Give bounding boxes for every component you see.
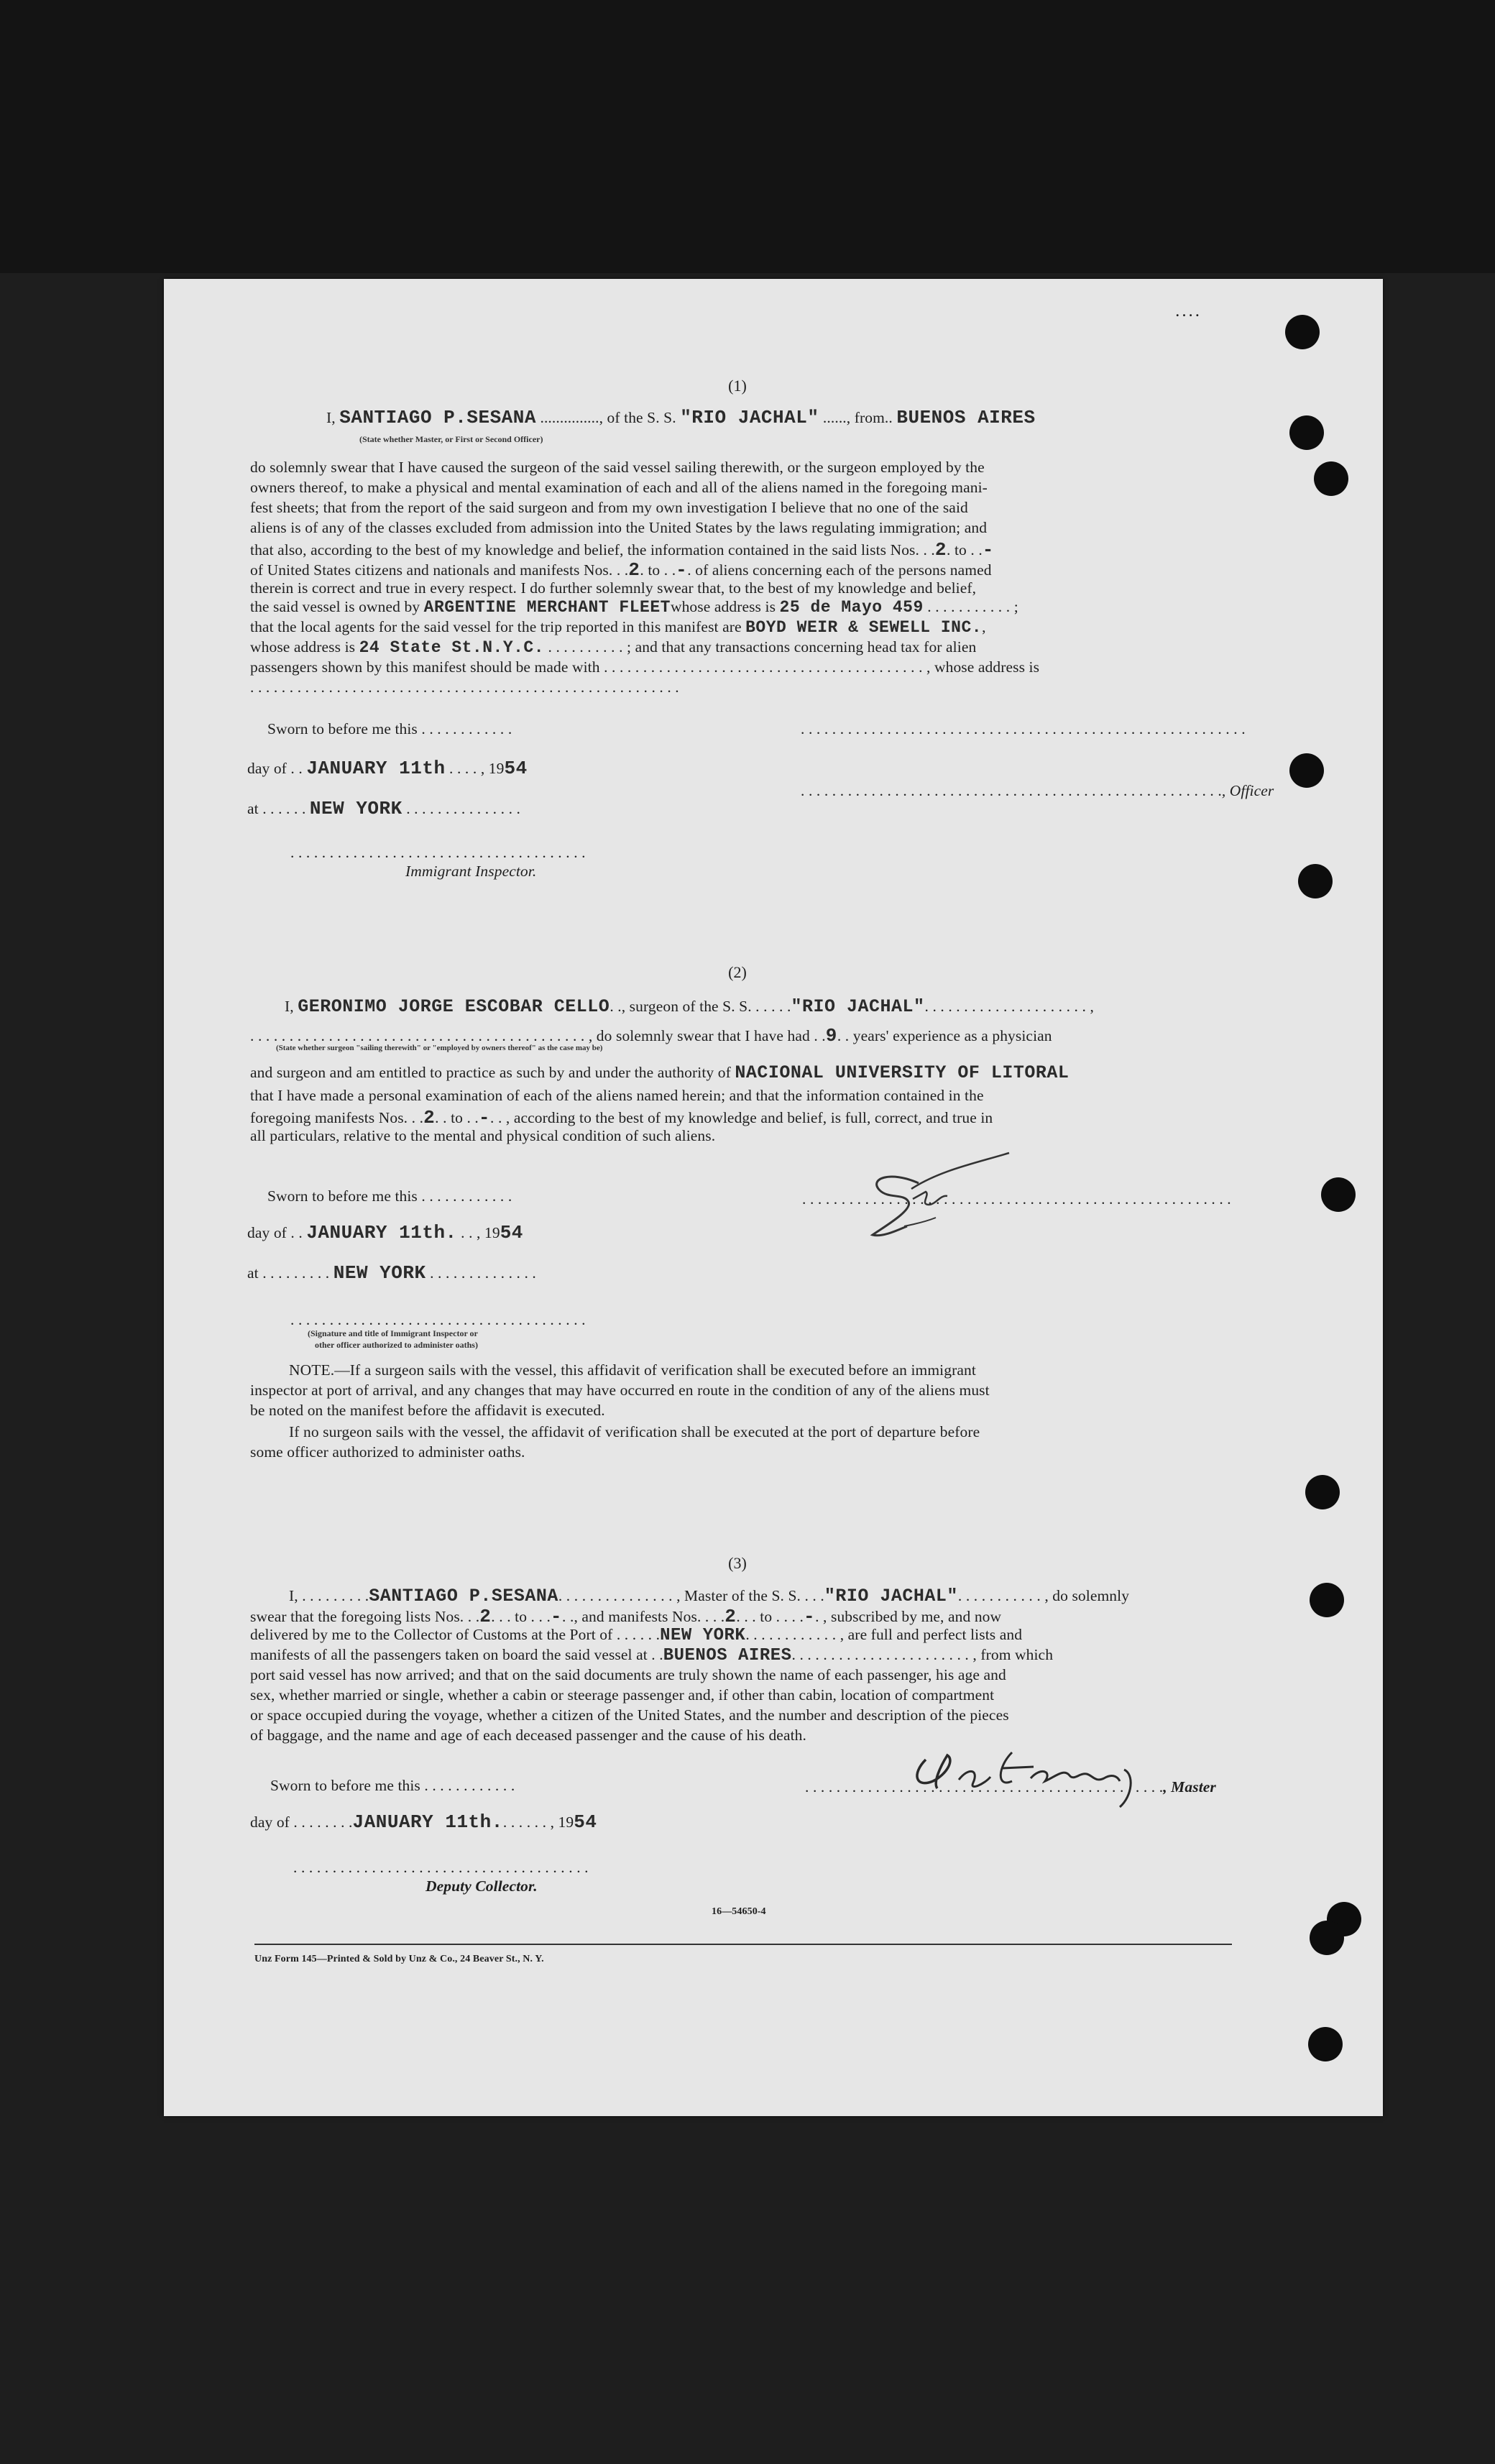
punch-hole xyxy=(1310,1921,1344,1955)
sec2-inspector-line: . . . . . . . . . . . . . . . . . . . . . . . . . . . . . . . . . . . . . . xyxy=(290,1311,586,1328)
sec1-para-line: of United States citizens and nationals and manifests Nos. . .2. to . .-. of aliens concerning each of the persons named xyxy=(250,559,992,581)
sec1-para-line: fest sheets; that from the report of the said surgeon and from my own investigation I believe that no one of the said xyxy=(250,499,968,516)
sec3-sworn: Sworn to before me this . . . . . . . . . . . . xyxy=(270,1777,515,1794)
sec3-line-5: port said vessel has now arrived; and that on the said documents are truly shown the name of each passenger, his age and xyxy=(250,1666,1006,1683)
sec3-signature-line: . . . . . . . . . . . . . . . . . . . . . . . . . . . . . . . . . . . . . . . . . . . . . ., Master xyxy=(805,1778,1216,1796)
sec2-sig-note-1: (Signature and title of Immigrant Inspector or xyxy=(308,1328,478,1338)
sec2-line-3: and surgeon and am entitled to practice as such by and under the authority of NACIONAL UNIVERSITY OF LITORAL xyxy=(250,1062,1070,1083)
years-experience: 9 xyxy=(825,1025,837,1047)
sec2-sig-note-2: other officer authorized to administer oaths) xyxy=(315,1340,478,1350)
punch-hole xyxy=(1321,1177,1356,1212)
punch-hole xyxy=(1314,461,1348,496)
master-rank-note: (State whether Master, or First or Second Officer) xyxy=(359,434,543,444)
sec3-line-2: swear that the foregoing lists Nos. . .2. . . to . . .-. ., and manifests Nos. . . .2. . . to . . . .-. , subscribed by me, and now xyxy=(250,1606,1002,1627)
sec2-line-6: all particulars, relative to the mental and physical condition of such aliens. xyxy=(250,1127,716,1144)
sec2-day: day of . . JANUARY 11th. . . , 1954 xyxy=(247,1222,523,1244)
sec1-inspector-line: . . . . . . . . . . . . . . . . . . . . . . . . . . . . . . . . . . . . . . xyxy=(290,844,586,861)
punch-hole xyxy=(1289,415,1324,450)
sec1-para-line: therein is correct and true in every respect. I do further solemnly swear that, to the best of my knowledge and belief, xyxy=(250,579,977,597)
punch-hole xyxy=(1305,1475,1340,1509)
agents-address: 24 State St.N.Y.C. xyxy=(359,638,545,657)
footer-rule xyxy=(254,1944,1232,1945)
sec2-line-5: foregoing manifests Nos. . .2. . to . .-. . , according to the best of my knowledge and belief, is full, correct, and true in xyxy=(250,1107,993,1128)
master-name-2: SANTIAGO P.SESANA xyxy=(369,1586,558,1606)
note-line-4: If no surgeon sails with the vessel, the affidavit of verification shall be executed at the port of departure before xyxy=(289,1423,980,1440)
sec1-agents-address-line: whose address is 24 State St.N.Y.C. . . . . . . . . . . ; and that any transactions concerning head tax for alien xyxy=(250,638,977,657)
sec1-sworn: Sworn to before me this . . . . . . . . . . . . xyxy=(267,720,512,737)
sec3-date: JANUARY 11th. xyxy=(352,1811,503,1833)
punch-hole xyxy=(1310,1583,1344,1617)
sec3-day: day of . . . . . . . .JANUARY 11th.. . . . . . , 1954 xyxy=(250,1811,597,1833)
note-line-2: inspector at port of arrival, and any changes that may have occurred en route in the condition of any of the aliens must xyxy=(250,1382,990,1399)
corner-marks: . . . . xyxy=(1176,305,1200,319)
port-from: BUENOS AIRES xyxy=(896,407,1036,428)
document-page xyxy=(164,279,1383,2116)
form-number: 16—54650-4 xyxy=(712,1906,766,1917)
sec1-para-line: owners thereof, to make a physical and mental examination of each and all of the aliens named in the foregoing mani- xyxy=(250,479,988,496)
surgeon-signature xyxy=(840,1149,1012,1246)
note-line-1: NOTE.—If a surgeon sails with the vessel, this affidavit of verification shall be executed before an immigrant xyxy=(289,1361,976,1379)
ship-name: "RIO JACHAL" xyxy=(680,407,819,428)
sec1-officer-line-2: . . . . . . . . . . . . . . . . . . . . . . . . . . . . . . . . . . . . . . . . . . . . . . . . . . . . . ., Officer xyxy=(801,782,1274,799)
note-line-5: some officer authorized to administer oaths. xyxy=(250,1443,525,1461)
sec2-date: JANUARY 11th. xyxy=(306,1222,457,1244)
sec1-para-line: . . . . . . . . . . . . . . . . . . . . . . . . . . . . . . . . . . . . . . . . . . . . . . . . . . . . . . . xyxy=(250,679,679,696)
sec1-at: at . . . . . . NEW YORK . . . . . . . . . . . . . . . xyxy=(247,798,520,819)
sec3-line-6: sex, whether married or single, whether a cabin or steerage passenger and, if other than cabin, location of compartment xyxy=(250,1686,995,1704)
sec2-line-4: that I have made a personal examination of each of the aliens named herein; and that the information contained in the xyxy=(250,1087,984,1104)
punch-hole xyxy=(1289,753,1324,788)
deputy-collector-title: Deputy Collector. xyxy=(426,1877,538,1895)
sec3-line-1: I, . . . . . . . . .SANTIAGO P.SESANA. . . . . . . . . . . . . . . , Master of the S. S. . . ."RIO JACHAL". . . . . . . . . . . , do solemnly xyxy=(289,1586,1130,1606)
sec1-para-line: that also, according to the best of my knowledge and belief, the information contained in the said lists Nos. . .2. to . .- xyxy=(250,539,994,561)
sec1-inspector-title: Immigrant Inspector. xyxy=(405,863,537,880)
punch-hole xyxy=(1308,2027,1343,2061)
master-name: SANTIAGO P.SESANA xyxy=(339,407,536,428)
scan-background xyxy=(0,0,1495,273)
section-3-number: (3) xyxy=(728,1554,747,1572)
sec2-at: at . . . . . . . . . NEW YORK . . . . . . . . . . . . . . xyxy=(247,1262,536,1284)
ship-name-2: "RIO JACHAL" xyxy=(791,996,925,1017)
sec1-para-line: passengers shown by this manifest should be made with . . . . . . . . . . . . . . . . . . . . . . . . . . . . . . . . . . . . . . . . . , whose address is xyxy=(250,658,1040,676)
departure-port: BUENOS AIRES xyxy=(663,1646,792,1665)
sec1-officer-line-1: . . . . . . . . . . . . . . . . . . . . . . . . . . . . . . . . . . . . . . . . . . . . . . . . . . . . . . . . . xyxy=(801,720,1246,737)
surgeon-name: GERONIMO JORGE ESCOBAR CELLO xyxy=(298,996,610,1017)
sec1-agents-line: that the local agents for the said vessel for the trip reported in this manifest are BOYD WEIR & SEWELL INC., xyxy=(250,618,986,637)
punch-hole xyxy=(1298,864,1333,898)
sec1-place: NEW YORK xyxy=(309,798,402,819)
ship-name-3: "RIO JACHAL" xyxy=(824,1586,958,1606)
sec2-line-2: . . . . . . . . . . . . . . . . . . . . . . . . . . . . . . . . . . . . . . . . . . . , do solemnly swear that I have had . .9. . years' experience as a physician xyxy=(250,1025,1052,1047)
owner-name: ARGENTINE MERCHANT FLEET xyxy=(423,598,671,617)
section-2-number: (2) xyxy=(728,963,747,981)
section-1-number: (1) xyxy=(728,377,747,395)
sec1-day: day of . . JANUARY 11th . . . . , 1954 xyxy=(247,758,528,779)
surgeon-type-note: (State whether surgeon "sailing therewith" or "employed by owners thereof" as the case may be) xyxy=(276,1044,603,1052)
surgeon-authority: NACIONAL UNIVERSITY OF LITORAL xyxy=(735,1062,1070,1083)
sec1-owner-line: the said vessel is owned by ARGENTINE MERCHANT FLEETwhose address is 25 de Mayo 459 . . . . . . . . . . . ; xyxy=(250,598,1018,617)
sec1-para-line: aliens is of any of the classes excluded from admission into the United States by the laws regulating immigration; and xyxy=(250,519,988,536)
printer-credit: Unz Form 145—Printed & Sold by Unz & Co., 24 Beaver St., N. Y. xyxy=(254,1954,544,1964)
sec3-deputy-line: . . . . . . . . . . . . . . . . . . . . . . . . . . . . . . . . . . . . . . xyxy=(293,1859,589,1876)
owner-address: 25 de Mayo 459 xyxy=(779,598,924,617)
master-signature xyxy=(904,1738,1163,1828)
sec2-place: NEW YORK xyxy=(333,1262,426,1284)
sec2-signature-line: . . . . . . . . . . . . . . . . . . . . . . . . . . . . . . . . . . . . . . . . . . . . . . . . . . . . . . . xyxy=(802,1190,1231,1208)
sec3-line-7: or space occupied during the voyage, whether a citizen of the United States, and the number and description of the pieces xyxy=(250,1706,1009,1724)
sec1-date: JANUARY 11th xyxy=(306,758,446,779)
sec1-line-1: I, SANTIAGO P.SESANA ..............., of the S. S. "RIO JACHAL" ......, from.. BUENOS AIRES xyxy=(326,407,1036,428)
note-line-3: be noted on the manifest before the affidavit is executed. xyxy=(250,1402,605,1419)
sec2-sworn: Sworn to before me this . . . . . . . . . . . . xyxy=(267,1187,512,1205)
sec3-line-3: delivered by me to the Collector of Customs at the Port of . . . . . .NEW YORK. . . . . . . . . . . . , are full and perfect lists and xyxy=(250,1626,1023,1645)
punch-hole xyxy=(1285,315,1320,349)
sec1-para-line: do solemnly swear that I have caused the surgeon of the said vessel sailing therewith, or the surgeon employed by the xyxy=(250,459,985,476)
sec3-line-4: manifests of all the passengers taken on board the said vessel at . .BUENOS AIRES. . . . . . . . . . . . . . . . . . . . . . . , from which xyxy=(250,1646,1054,1665)
sec2-line-1: I, GERONIMO JORGE ESCOBAR CELLO. ., surgeon of the S. S. . . . . ."RIO JACHAL". . . . . . . . . . . . . . . . . . . . . , xyxy=(285,996,1094,1017)
arrival-port: NEW YORK xyxy=(660,1626,746,1645)
agents-name: BOYD WEIR & SEWELL INC. xyxy=(745,618,983,637)
sec3-line-8: of baggage, and the name and age of each deceased passenger and the cause of his death. xyxy=(250,1727,806,1744)
